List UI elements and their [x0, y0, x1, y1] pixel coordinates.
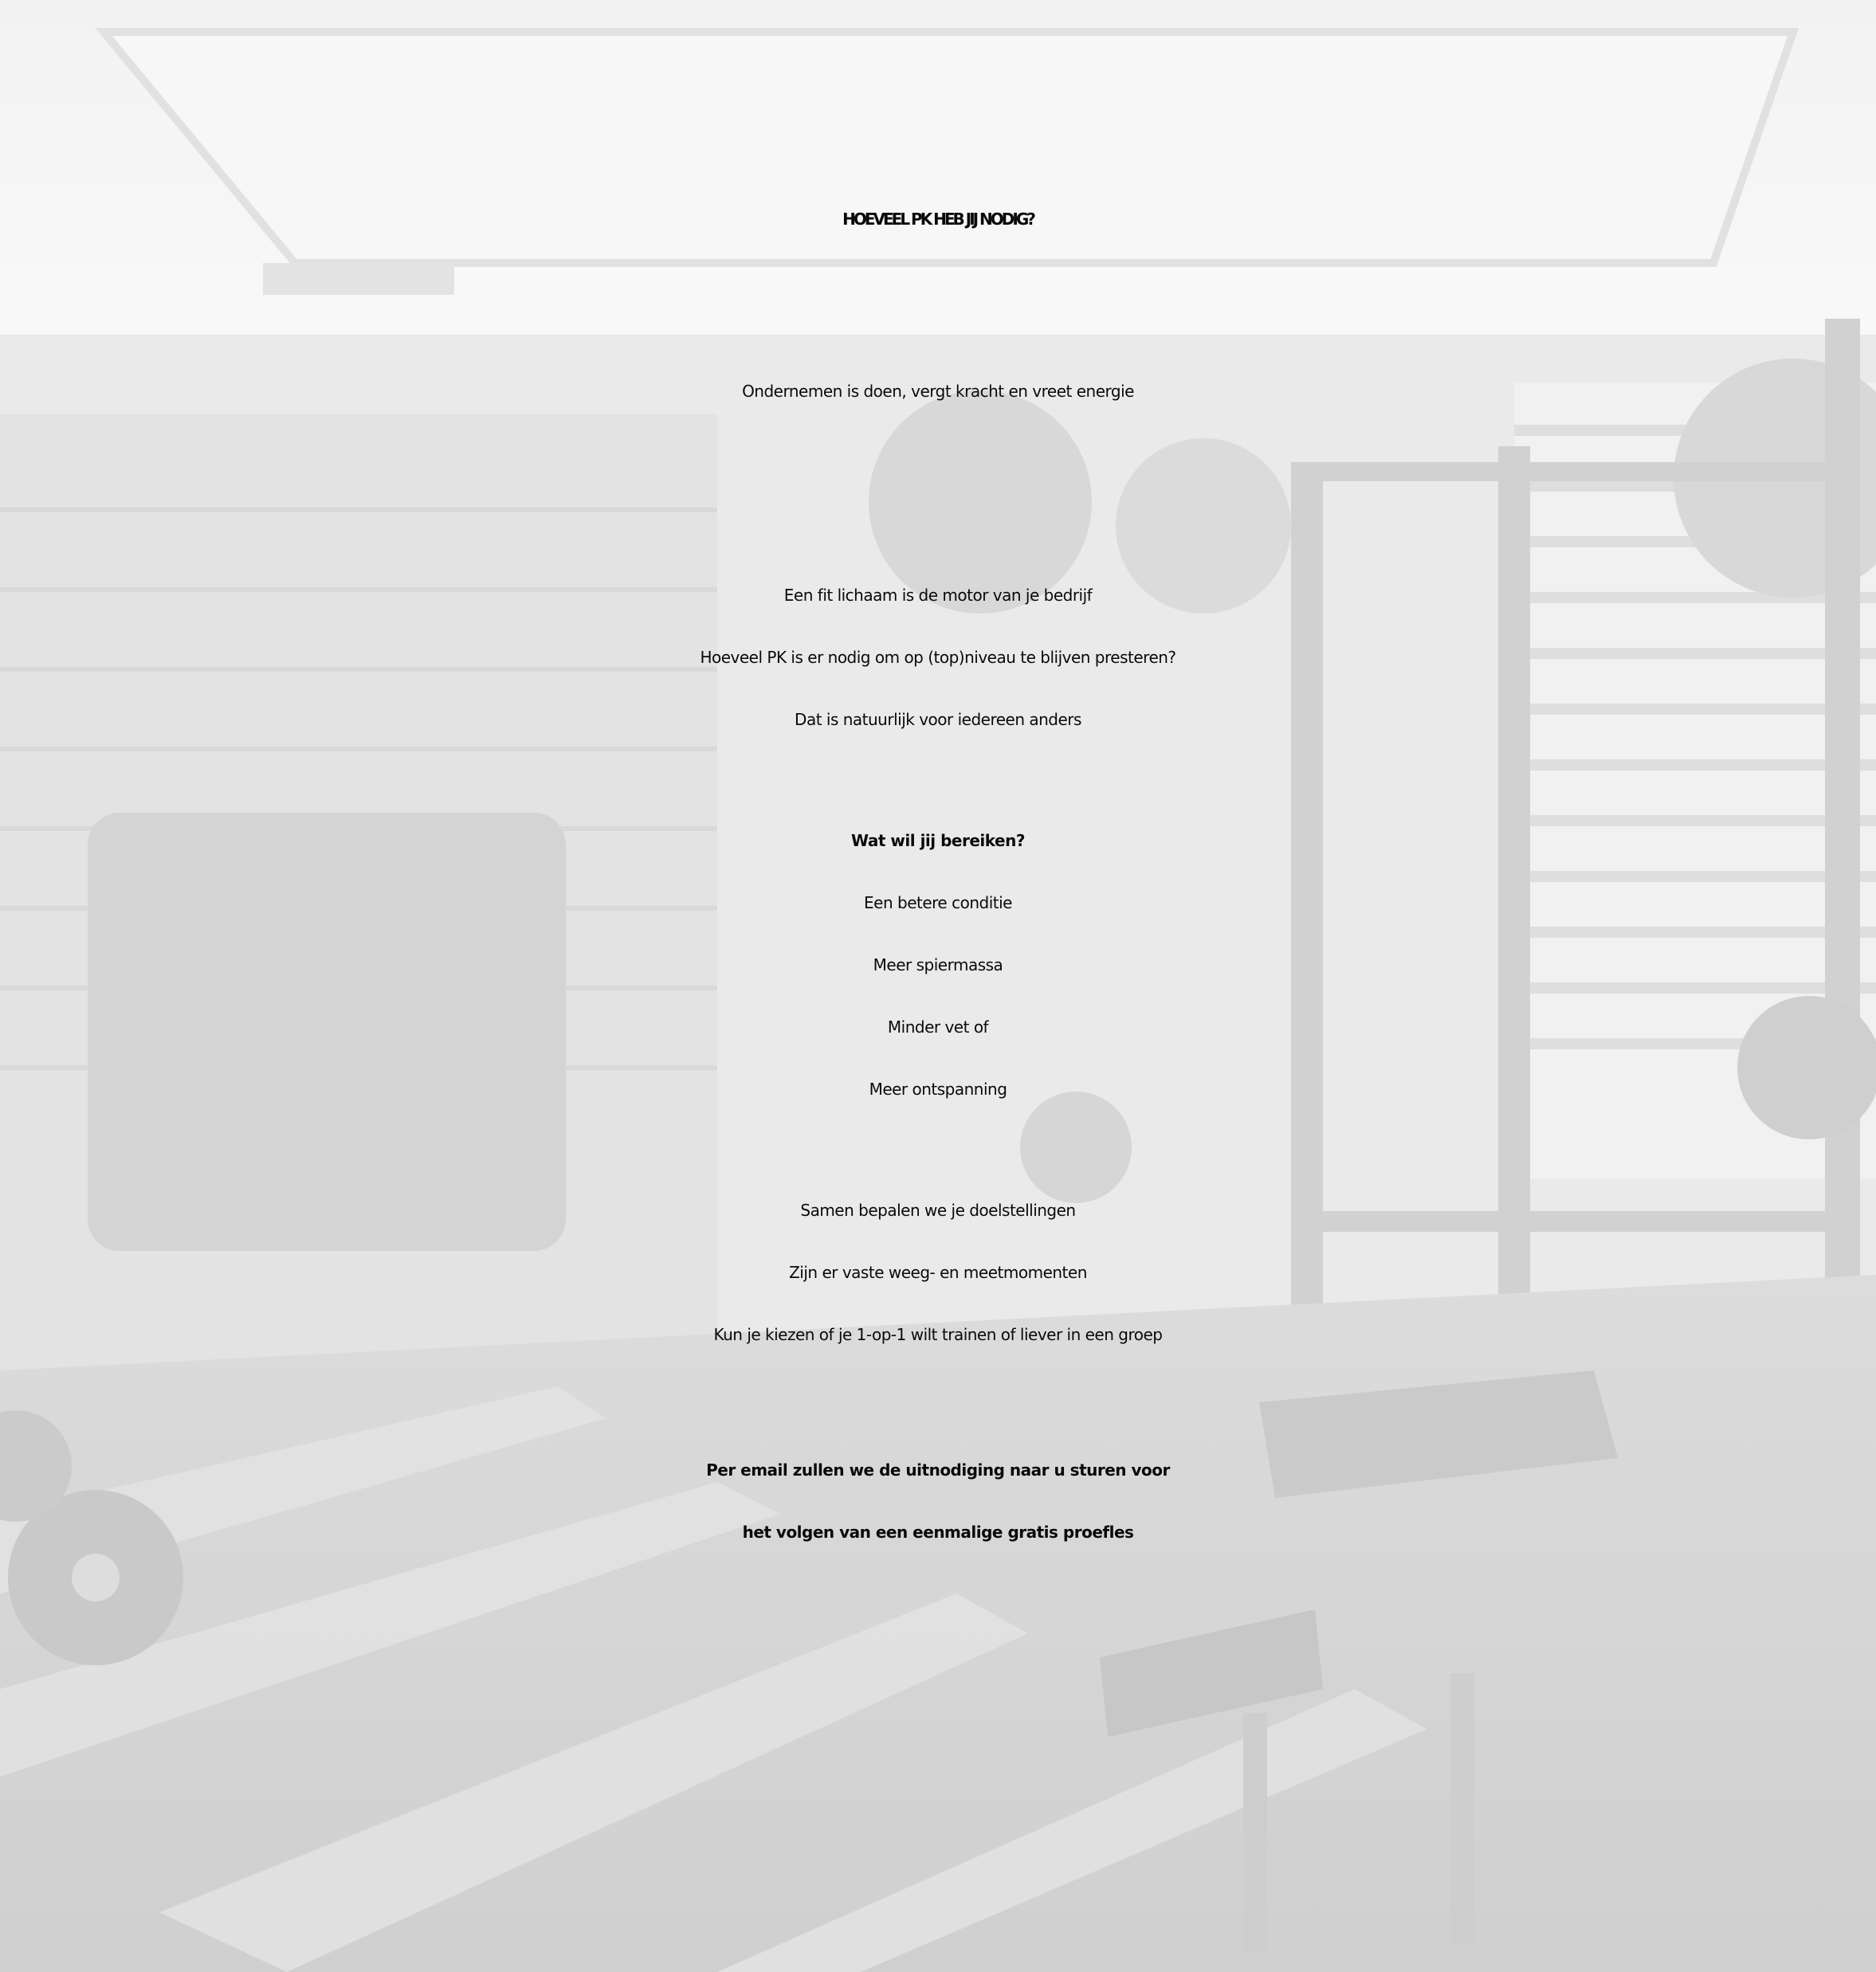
goal-item-2: Meer spiermassa — [873, 955, 1003, 974]
goal-item-4: Meer ontspanning — [869, 1080, 1007, 1099]
intro-line-2: Hoeveel PK is er nodig om op (top)niveau te blijven presteren? — [700, 648, 1176, 667]
intro-line-1: Een fit lichaam is de motor van je bedrijf — [783, 586, 1093, 605]
intro-line-3: Dat is natuurlijk voor iedereen anders — [795, 710, 1081, 729]
goal-item-3: Minder vet of — [887, 1017, 989, 1037]
goals-question: Wat wil jij bereiken? — [851, 831, 1025, 850]
invitation-line-2: het volgen van een eenmalige gratis proefles — [742, 1523, 1134, 1542]
approach-line-1: Samen bepalen we je doelstellingen — [800, 1201, 1076, 1220]
approach-line-3: Kun je kiezen of je 1-op-1 wilt trainen of liever in een groep — [713, 1325, 1163, 1344]
goal-item-1: Een betere conditie — [864, 893, 1012, 912]
invitation-line-1: Per email zullen we de uitnodiging naar u sturen voor — [706, 1460, 1170, 1480]
approach-line-2: Zijn er vaste weeg- en meetmomenten — [789, 1263, 1087, 1282]
tagline: Ondernemen is doen, vergt kracht en vreet energie — [742, 382, 1134, 401]
page-title: HOEVEEL PK HEB JIJ NODIG? — [842, 210, 1034, 229]
